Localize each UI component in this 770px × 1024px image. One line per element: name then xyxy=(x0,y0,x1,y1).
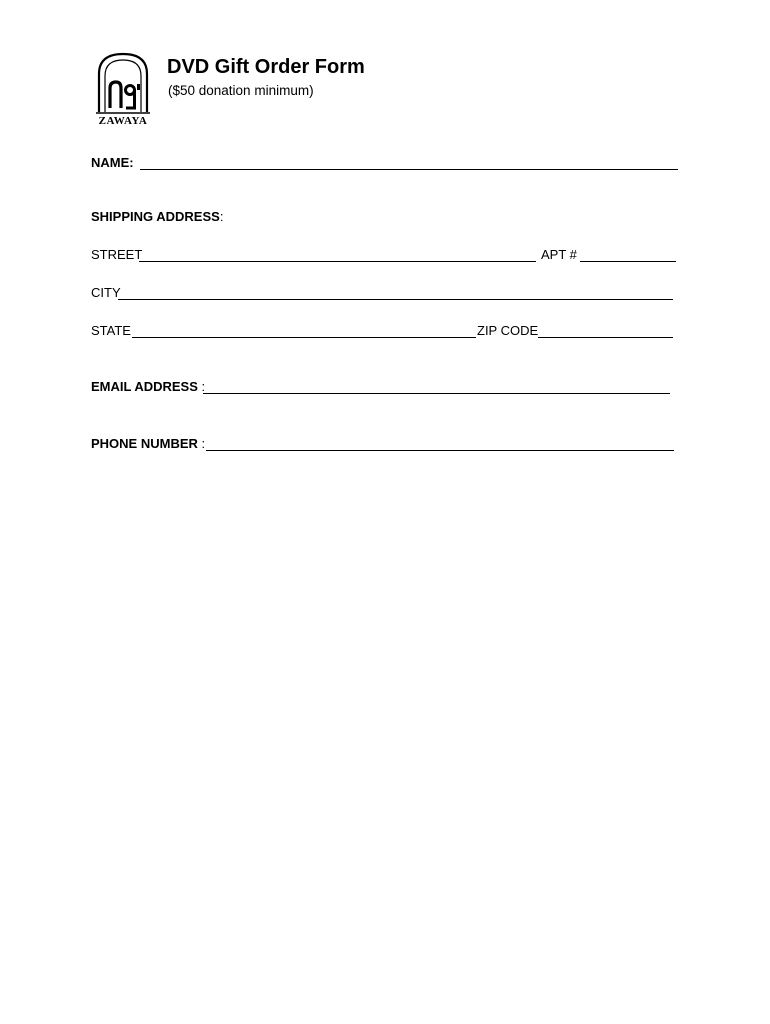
city-label: CITY xyxy=(91,285,121,300)
email-address-field[interactable] xyxy=(203,393,670,394)
logo-wordmark: ZAWAYA xyxy=(98,115,148,127)
phone-number-colon: : xyxy=(201,436,206,451)
street-field[interactable] xyxy=(139,261,536,262)
state-label: STATE xyxy=(91,323,131,338)
name-field[interactable] xyxy=(140,169,678,170)
state-field[interactable] xyxy=(132,337,476,338)
apt-label: APT # xyxy=(541,247,577,262)
email-address-label xyxy=(91,379,205,395)
page-subtitle: ($50 donation minimum) xyxy=(168,83,314,98)
shipping-address-heading-text: SHIPPING ADDRESS xyxy=(91,209,220,224)
name-label: NAME: xyxy=(91,155,134,170)
zawaya-logo xyxy=(90,52,156,130)
page-title: DVD Gift Order Form xyxy=(167,56,365,78)
email-address-colon: : xyxy=(201,379,206,394)
phone-number-label xyxy=(91,436,205,452)
street-label: STREET xyxy=(91,247,143,262)
city-field[interactable] xyxy=(118,299,673,300)
zip-code-label: ZIP CODE xyxy=(477,323,539,338)
shipping-address-heading xyxy=(91,209,223,225)
email-address-label-text: EMAIL ADDRESS xyxy=(91,379,198,394)
shipping-address-colon: : xyxy=(219,209,224,224)
apt-field[interactable] xyxy=(580,261,676,262)
phone-number-field[interactable] xyxy=(206,450,674,451)
phone-number-label-text: PHONE NUMBER xyxy=(91,436,198,451)
zip-code-field[interactable] xyxy=(538,337,673,338)
